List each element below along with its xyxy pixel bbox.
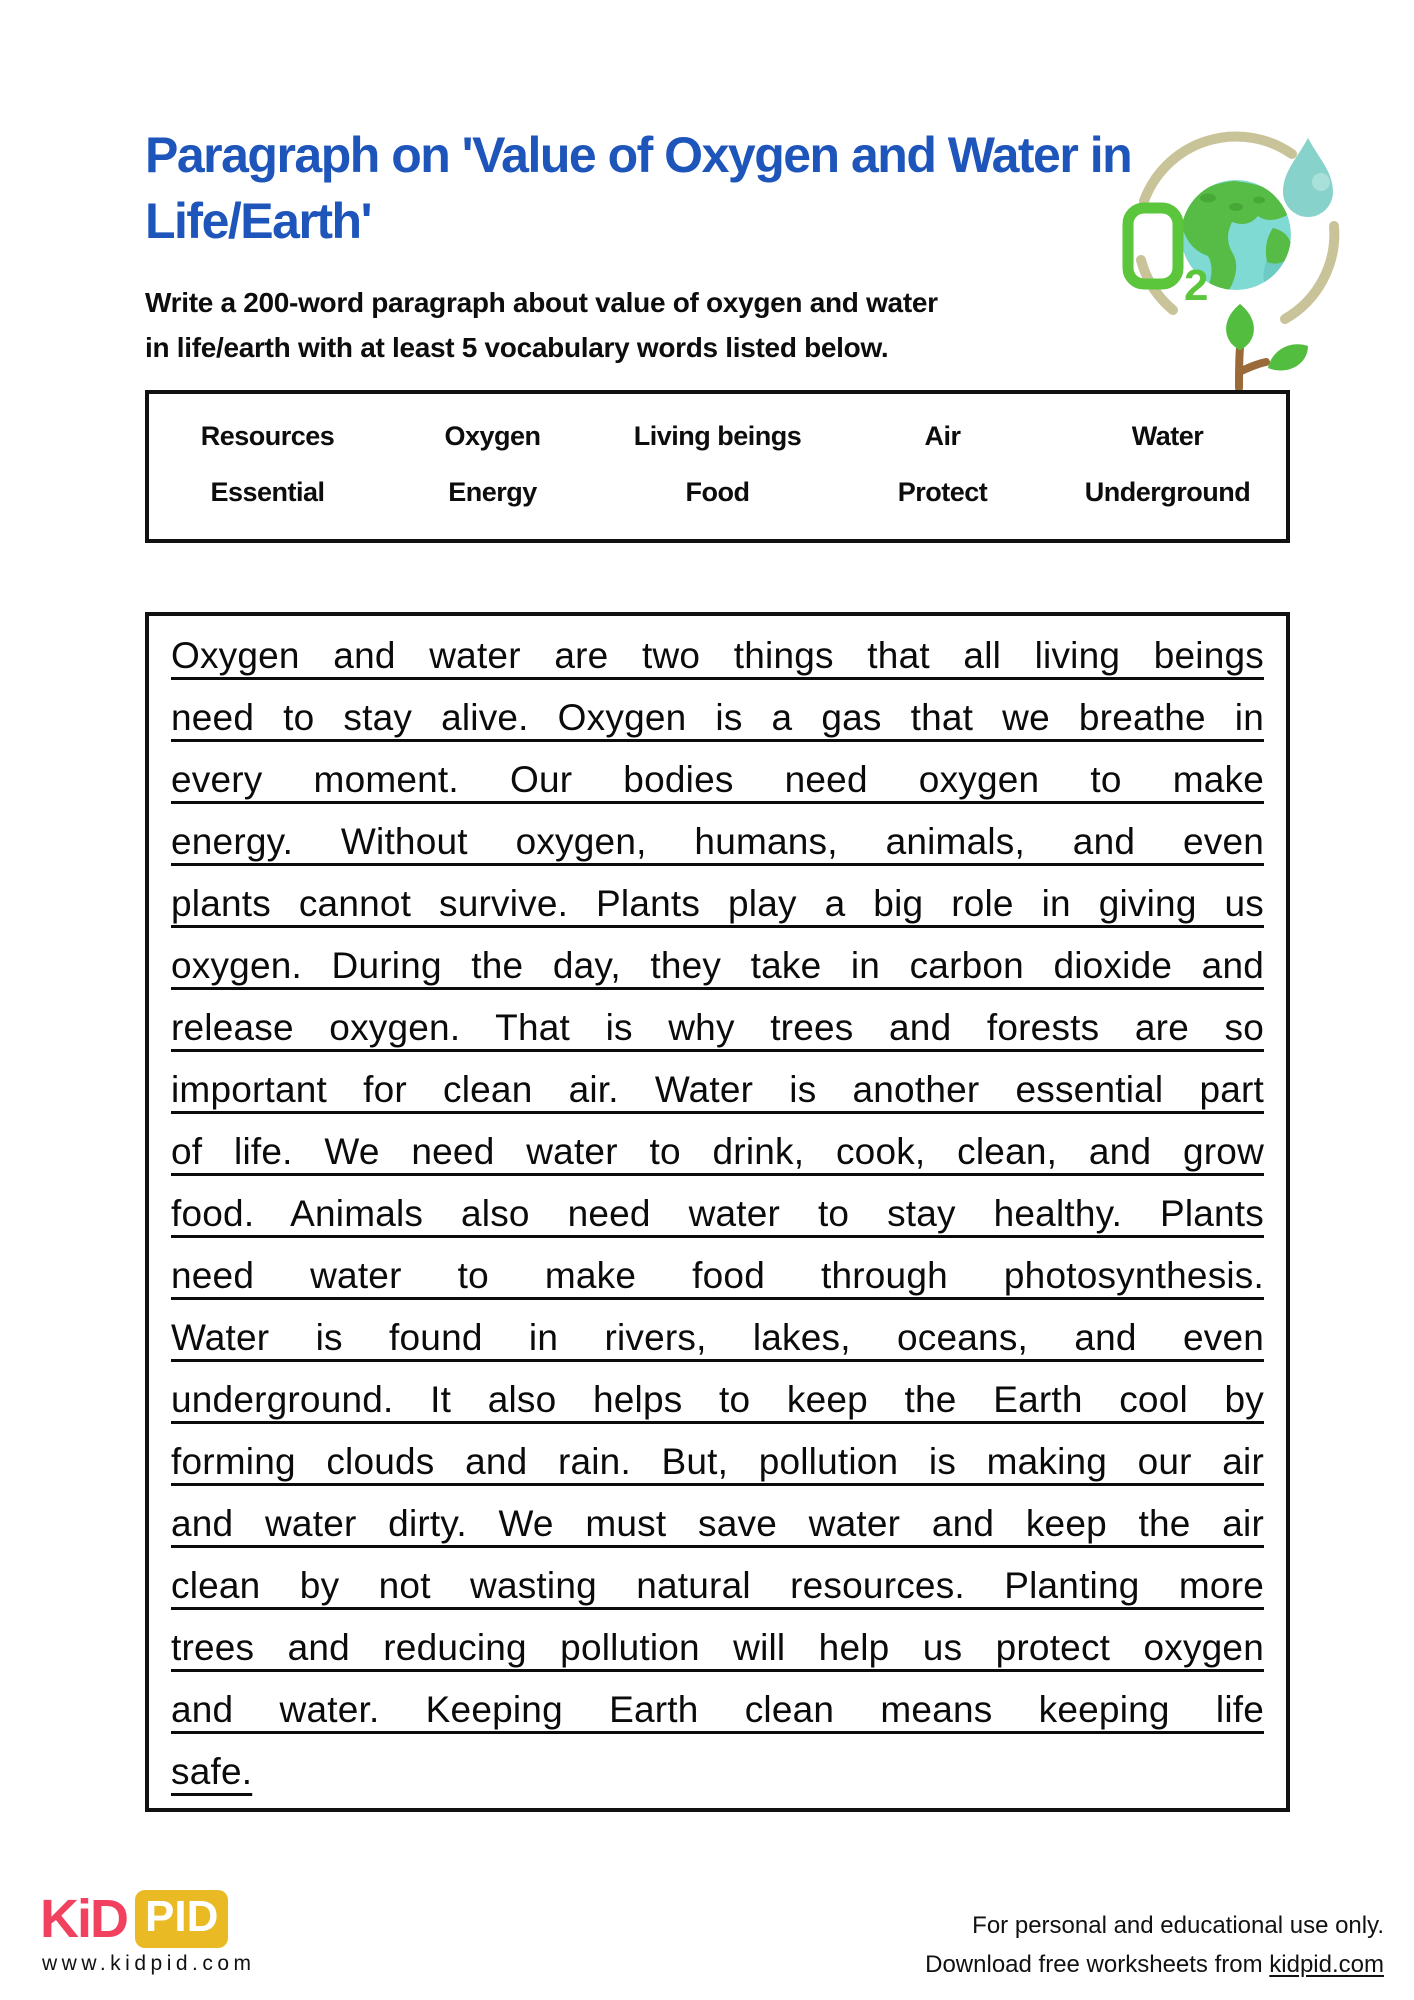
vocab-word-air: Air: [924, 420, 961, 451]
vocab-word-resources: Resources: [200, 420, 335, 451]
earth-illustration-svg: [1118, 110, 1358, 400]
paragraph-line: need to stay alive. Oxygen is a gas that we breathe in: [171, 697, 1264, 738]
usage-note-line2-prefix: Download free worksheets from: [925, 1951, 1270, 1978]
vocab-word-oxygen: Oxygen: [444, 420, 541, 451]
kidpid-logo-pid-badge: [135, 1890, 228, 1948]
paragraph-line: need water to make food through photosynthesis.: [171, 1255, 1264, 1296]
kidpid-logo: [40, 1888, 228, 1950]
usage-note-line2: [925, 1945, 1384, 1984]
site-url: www.kidpid.com: [42, 1952, 256, 1975]
paragraph-line: oxygen. During the day, they take in carbon dioxide and: [171, 945, 1264, 986]
vocab-word-essential: Essential: [210, 477, 325, 508]
kidpid-logo-kid-text: KiD: [40, 1889, 127, 1949]
vocab-word-water: Water: [1131, 420, 1204, 451]
page-title-line2: Life/Earth': [145, 193, 371, 249]
usage-note: [925, 1906, 1384, 1984]
instructions-line1: Write a 200-word paragraph about value of oxygen and water: [145, 287, 938, 318]
earth-oxygen-water-illustration: [1118, 110, 1358, 400]
paragraph-line: release oxygen. That is why trees and forests are so: [171, 1007, 1264, 1048]
paragraph-answer-box: [145, 612, 1290, 1812]
paragraph-line: clean by not wasting natural resources. Planting more: [171, 1565, 1264, 1606]
paragraph-line: every moment. Our bodies need oxygen to make: [171, 759, 1264, 800]
paragraph-line: and water. Keeping Earth clean means keeping life: [171, 1689, 1264, 1730]
page-title: [145, 122, 1131, 254]
paragraph-line: and water dirty. We must save water and keep the air: [171, 1503, 1264, 1544]
vocab-word-underground: Underground: [1084, 477, 1251, 508]
paragraph-line: forming clouds and rain. But, pollution is making our air: [171, 1441, 1264, 1482]
paragraph-line: energy. Without oxygen, humans, animals, and even: [171, 821, 1264, 862]
paragraph-line: important for clean air. Water is another essential part: [171, 1069, 1264, 1110]
vocabulary-word-bank: [145, 390, 1290, 543]
paragraph-line: Oxygen and water are two things that all living beings: [171, 635, 1264, 676]
o2-letter-o: [1128, 208, 1178, 284]
instructions: [145, 280, 938, 370]
paragraph-line: trees and reducing pollution will help us protect oxygen: [171, 1627, 1264, 1668]
o2-subscript: 2: [1184, 261, 1209, 310]
usage-note-line1: For personal and educational use only.: [972, 1912, 1384, 1939]
paragraph-line: underground. It also helps to keep the Earth cool by: [171, 1379, 1264, 1420]
paragraph-line: plants cannot survive. Plants play a big role in giving us: [171, 883, 1264, 924]
vocab-word-living-beings: Living beings: [633, 420, 802, 451]
vocab-word-food: Food: [685, 477, 750, 508]
kidpid-link[interactable]: kidpid.com: [1269, 1951, 1384, 1978]
vocab-word-energy: Energy: [448, 477, 537, 508]
kidpid-logo-pid-text: PID: [145, 1892, 219, 1941]
vocab-word-protect: Protect: [897, 477, 988, 508]
paragraph-line: of life. We need water to drink, cook, clean, and grow: [171, 1131, 1264, 1172]
instructions-line2: in life/earth with at least 5 vocabulary words listed below.: [145, 332, 889, 363]
paragraph-line: Water is found in rivers, lakes, oceans, and even: [171, 1317, 1264, 1358]
paragraph-line: safe.: [171, 1751, 253, 1792]
paragraph-line: food. Animals also need water to stay healthy. Plants: [171, 1193, 1264, 1234]
page-title-line1: Paragraph on 'Value of Oxygen and Water in: [145, 127, 1132, 183]
